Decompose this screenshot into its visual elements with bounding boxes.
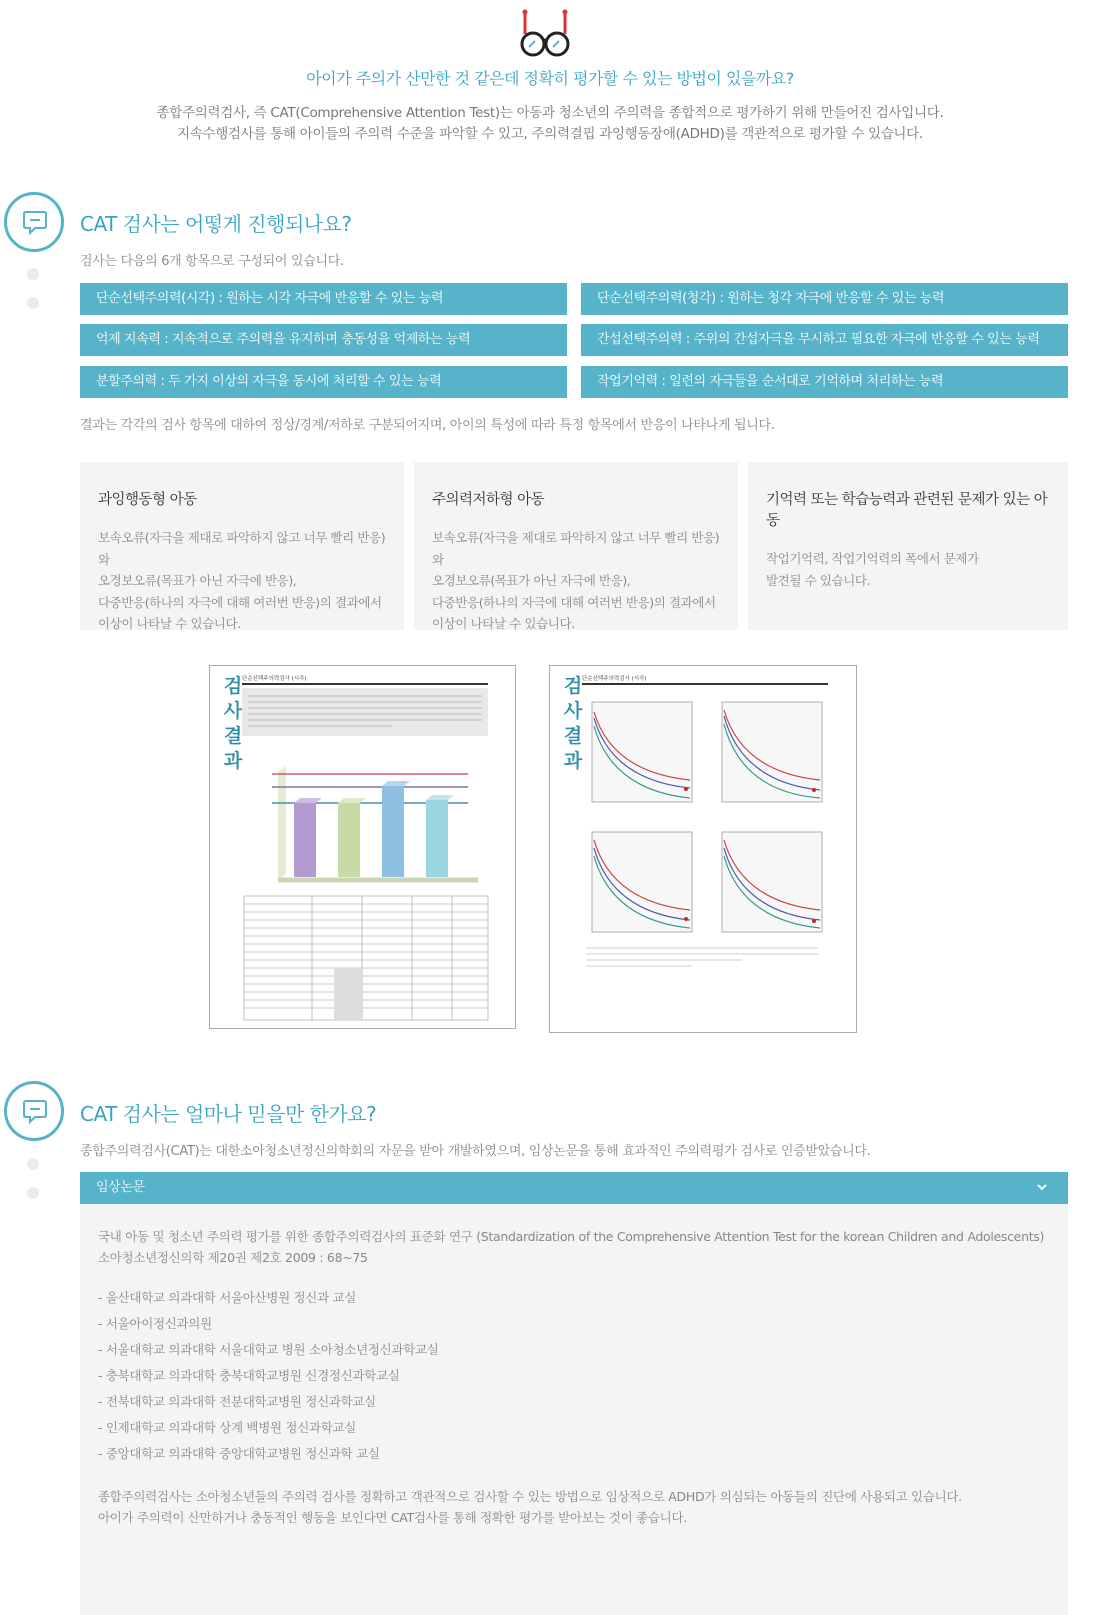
sheet-heading: 단순선택주의력검사 (시각) [582, 676, 647, 682]
child-type-card [80, 462, 404, 630]
sheet-side-label: 검 사 결 과 [563, 675, 583, 772]
clinical-papers-accordion[interactable] [80, 1172, 1068, 1204]
timeline-dot [27, 1158, 39, 1170]
sheet-bar-graphic [242, 688, 492, 1028]
institution-item: - 서울아이정신과의원 [98, 1316, 212, 1331]
conclusion-text: 종합주의력검사는 소아청소년들의 주의력 검사를 정확하고 객관적으로 검사할 수 있는 방법으로 임상적으로 ADHD가 의심되는 아동들의 진단에 사용되고 있습니다. 아이가 주의력이 산만하거나 충동적인 행동을 보인다면 CAT검사를 통해 정확한 평가를 받아보는 것이 좋습니다. [98, 1489, 962, 1525]
intro-title: 아이가 주의가 산만한 것 같은데 정확히 평가할 수 있는 방법이 있을까요? [306, 69, 794, 88]
sheet-heading: 단순선택주의력검사 (시각) [242, 676, 307, 682]
result-note: 결과는 각각의 검사 항목에 대하여 정상/경계/저하로 구분되어지며, 아이의 특성에 따라 특정 항목에서 반응이 나타나게 됩니다. [80, 418, 775, 433]
intro-desc-line: 지속수행검사를 통해 아이들의 주의력 수준을 파악할 수 있고, 주의력결핍 과잉행동장애(ADHD)를 객관적으로 평가할 수 있습니다. [177, 126, 923, 142]
sample-result-sheet-curve [549, 665, 857, 1033]
accordion-label: 임상논문 [96, 1180, 145, 1195]
child-type-body: 보속오류(자극을 제대로 파악하지 않고 너무 빨리 반응)와 오경보오류(목표가 아닌 자극에 반응), 다중반응(하나의 자극에 대해 여러번 반응)의 결과에서 이상이 나타날 수 있습니다. [432, 530, 720, 631]
institution-item: - 중앙대학교 의과대학 중앙대학교병원 정신과학 교실 [98, 1446, 380, 1461]
ability-item: 단순선택주의력(청각) : 원하는 청각 자극에 반응할 수 있는 능력 [581, 283, 1068, 315]
intro-description [0, 103, 1100, 145]
ability-item: 분할주의력 : 두 가지 이상의 자극을 동시에 처리할 수 있는 능력 [80, 366, 567, 398]
institution-item: - 서울대학교 의과대학 서울대학교 병원 소아청소년정신과학교실 [98, 1342, 439, 1357]
child-type-title: 과잉행동형 아동 [98, 492, 197, 508]
child-type-card [414, 462, 738, 630]
section-title: CAT 검사는 얼마나 믿을만 한가요? [80, 1102, 377, 1126]
speech-bubble-icon [4, 192, 64, 252]
child-type-card [748, 462, 1068, 630]
ability-item: 단순선택주의력(시각) : 원하는 시각 자극에 반응할 수 있는 능력 [80, 283, 567, 315]
sample-result-sheet-bar [209, 665, 516, 1029]
institution-list [98, 1285, 1050, 1467]
section-subtitle: 종합주의력검사(CAT)는 대한소아청소년정신의학회의 자문을 받아 개발하였으며, 임상논문을 통해 효과적인 주의력평가 검사로 인증받았습니다. [80, 1144, 871, 1159]
timeline-dot [27, 297, 39, 309]
section-subtitle: 검사는 다음의 6개 항목으로 구성되어 있습니다. [80, 254, 344, 269]
child-type-title: 주의력저하형 아동 [432, 492, 545, 508]
speech-bubble-icon [4, 1081, 64, 1141]
intro-desc-line: 종합주의력검사, 즉 CAT(Comprehensive Attention Test)는 아동과 청소년의 주의력을 종합적으로 평가하기 위해 만들어진 검사입니다. [156, 105, 944, 121]
paper-title: 국내 아동 및 청소년 주의력 평가를 위한 종합주의력검사의 표준화 연구 (Standardization of the Comprehensive Attention Test for the korean Children and Adolescents) [98, 1229, 1045, 1244]
timeline-dot [27, 1187, 39, 1199]
clinical-papers-panel [80, 1204, 1068, 1615]
section-title: CAT 검사는 어떻게 진행되나요? [80, 212, 352, 236]
ability-item: 간섭선택주의력 : 주위의 간섭자극을 무시하고 필요한 자극에 반응할 수 있는 능력 [581, 324, 1068, 356]
sheet-side-label: 검 사 결 과 [223, 675, 243, 772]
sheet-curve-graphic [582, 692, 832, 1022]
ability-item: 억제 지속력 : 지속적으로 주의력을 유지하며 충동성을 억제하는 능력 [80, 324, 567, 356]
child-type-body: 작업기억력, 작업기억력의 폭에서 문제가 발견될 수 있습니다. [766, 551, 979, 588]
child-type-body: 보속오류(자극을 제대로 파악하지 않고 너무 빨리 반응)와 오경보오류(목표가 아닌 자극에 반응), 다중반응(하나의 자극에 대해 여러번 반응)의 결과에서 이상이 나타날 수 있습니다. [98, 530, 386, 631]
paper-citation [98, 1226, 1050, 1268]
institution-item: - 인제대학교 의과대학 상계 백병원 정신과학교실 [98, 1420, 357, 1435]
paper-journal: 소아청소년정신의학 제20권 제2호 2009 : 68~75 [98, 1250, 368, 1265]
child-type-title: 기억력 또는 학습능력과 관련된 문제가 있는 아동 [766, 492, 1048, 529]
institution-item: - 충북대학교 의과대학 충북대학교병원 신경정신과학교실 [98, 1368, 400, 1383]
ability-item: 작업기억력 : 일련의 자극들을 순서대로 기억하며 처리하는 능력 [581, 366, 1068, 398]
timeline-dot [27, 268, 39, 280]
institution-item: - 전북대학교 의과대학 전분대학교병원 정신과학교실 [98, 1394, 376, 1409]
glasses-icon [515, 6, 575, 58]
institution-item: - 울산대학교 의과대학 서울아산병원 정신과 교실 [98, 1290, 357, 1305]
